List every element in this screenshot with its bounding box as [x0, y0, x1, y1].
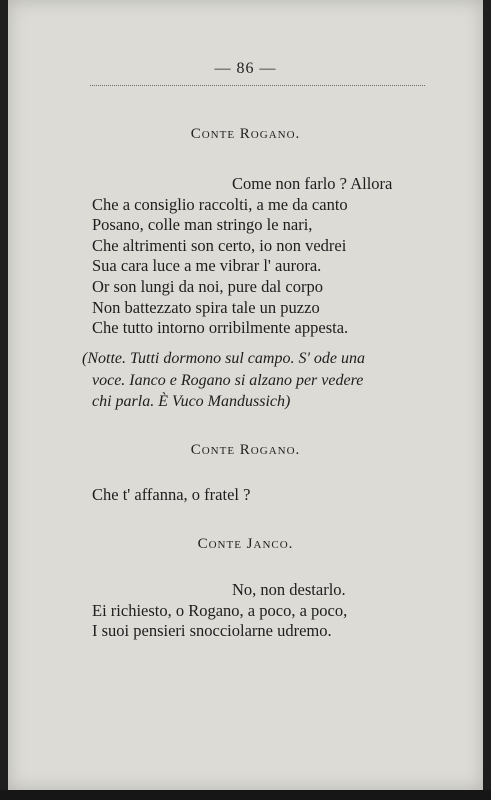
- stage-direction: [82, 348, 365, 413]
- header-rule: [90, 85, 425, 86]
- verse-line: Or son lungi da noi, pure dal corpo: [92, 276, 323, 296]
- verse-block-2: [92, 485, 250, 506]
- verse-block-3: [92, 580, 347, 642]
- verse-line: Che t' affanna, o fratel ?: [92, 485, 251, 504]
- speaker-heading-janco: Conte Janco.: [197, 536, 294, 552]
- verse-line: I suoi pensieri snocciolarne udremo.: [92, 621, 332, 641]
- stage-direction-line: chi parla. È Vuco Mandussich): [92, 393, 291, 410]
- scan-bottom-edge: [0, 790, 491, 800]
- verse-line: Non battezzato spira tale un puzzo: [92, 297, 320, 317]
- verse-line: Che a consiglio raccolti, a me da canto: [92, 194, 348, 214]
- verse-line: Ei richiesto, o Rogano, a poco, a poco,: [92, 600, 348, 620]
- verse-line: Posano, colle man stringo le nari,: [92, 215, 313, 235]
- verse-line: Che altrimenti son certo, io non vedrei: [92, 235, 347, 255]
- page-number: — 86 —: [214, 60, 277, 77]
- stage-direction-line: (Notte. Tutti dormono sul campo. S' ode una: [82, 350, 365, 367]
- verse-line: Come non farlo ? Allora: [232, 174, 393, 193]
- verse-line: Sua cara luce a me vibrar l' aurora.: [92, 256, 322, 276]
- speaker-heading-rogano: Conte Rogano.: [190, 442, 301, 458]
- book-page: [8, 0, 483, 790]
- verse-block-1: [92, 174, 392, 339]
- stage-direction-line: voce. Ianco e Rogano si alzano per vedere: [92, 371, 364, 389]
- speaker-heading-rogano: Conte Rogano.: [190, 126, 301, 142]
- verse-line: Che tutto intorno orribilmente appesta.: [92, 318, 349, 338]
- verse-line: No, non destarlo.: [232, 580, 346, 599]
